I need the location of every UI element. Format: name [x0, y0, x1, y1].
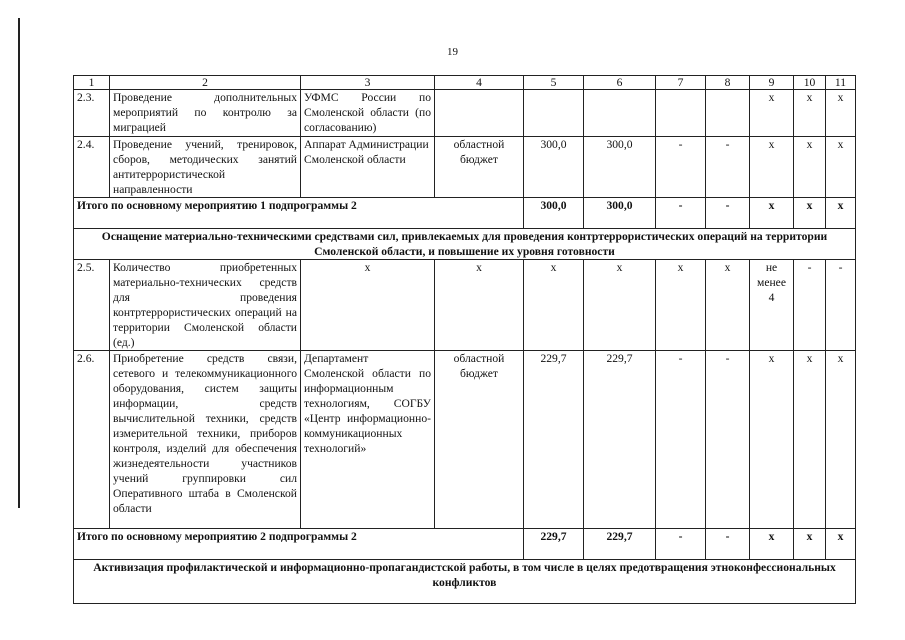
- header-cell: 1: [74, 76, 110, 90]
- measure-name: Проведение учений, тренировок, сборов, методических занятий антитеррористической направленности: [110, 137, 301, 198]
- section-heading-row: [74, 560, 856, 604]
- total-row: [74, 198, 856, 229]
- cell-col11: x: [826, 137, 856, 198]
- funding-source: областной бюджет: [435, 351, 524, 529]
- total-col6: 300,0: [584, 198, 656, 229]
- cell-col5: x: [524, 260, 584, 351]
- cell-col6: x: [584, 260, 656, 351]
- row-number: 2.3.: [74, 90, 110, 137]
- section-heading: Оснащение материально-техническими средствами сил, привлекаемых для проведения контртеррористических операций на территории Смоленской области, и повышение их уровня готовности: [74, 229, 856, 260]
- total-col7: -: [656, 529, 706, 560]
- cell-col6: [584, 90, 656, 137]
- total-col9: x: [750, 529, 794, 560]
- total-col10: x: [794, 198, 826, 229]
- total-col8: -: [706, 529, 750, 560]
- executor: УФМС России по Смоленской области (по согласованию): [301, 90, 435, 137]
- cell-col11: -: [826, 260, 856, 351]
- header-cell: 5: [524, 76, 584, 90]
- total-col9: x: [750, 198, 794, 229]
- left-margin-rule: [18, 18, 20, 508]
- measure-name: Приобретение средств связи, сетевого и телекоммуникационного оборудования, систем защиты информации, средств вычислительной техники, средств измерительной техники, приборов контроля, изделий для обеспечения жизнедеятельности участников учений группировки сил Оперативного штаба в Смоленской области: [110, 351, 301, 529]
- table-header-row: [74, 76, 856, 90]
- executor: Аппарат Администрации Смоленской области: [301, 137, 435, 198]
- total-col11: x: [826, 198, 856, 229]
- cell-col8: -: [706, 137, 750, 198]
- total-col5: 229,7: [524, 529, 584, 560]
- cell-col9: x: [750, 351, 794, 529]
- cell-col7: -: [656, 351, 706, 529]
- cell-col10: -: [794, 260, 826, 351]
- total-row: [74, 529, 856, 560]
- cell-col7: x: [656, 260, 706, 351]
- table-row: [74, 351, 856, 529]
- cell-col8: x: [706, 260, 750, 351]
- table-row: [74, 260, 856, 351]
- cell-col8: [706, 90, 750, 137]
- cell-col9: x: [750, 90, 794, 137]
- header-cell: 6: [584, 76, 656, 90]
- cell-col11: x: [826, 351, 856, 529]
- funding-source: [435, 90, 524, 137]
- executor: x: [301, 260, 435, 351]
- header-cell: 8: [706, 76, 750, 90]
- total-label: Итого по основному мероприятию 2 подпрограммы 2: [74, 529, 524, 560]
- cell-col8: -: [706, 351, 750, 529]
- program-table-container: [73, 75, 855, 604]
- total-col6: 229,7: [584, 529, 656, 560]
- total-col7: -: [656, 198, 706, 229]
- row-number: 2.4.: [74, 137, 110, 198]
- table-row: [74, 90, 856, 137]
- cell-col10: x: [794, 137, 826, 198]
- cell-col6: 300,0: [584, 137, 656, 198]
- cell-col9: не менее 4: [750, 260, 794, 351]
- total-col5: 300,0: [524, 198, 584, 229]
- cell-col10: x: [794, 90, 826, 137]
- cell-col7: -: [656, 137, 706, 198]
- cell-col7: [656, 90, 706, 137]
- funding-source: областной бюджет: [435, 137, 524, 198]
- program-table: [73, 75, 856, 604]
- funding-source: x: [435, 260, 524, 351]
- cell-col11: x: [826, 90, 856, 137]
- header-cell: 10: [794, 76, 826, 90]
- cell-col9: x: [750, 137, 794, 198]
- header-cell: 11: [826, 76, 856, 90]
- section-heading: Активизация профилактической и информационно-пропагандистской работы, в том числе в целях предотвращения этноконфессиональных конфликтов: [74, 560, 856, 604]
- header-cell: 4: [435, 76, 524, 90]
- total-col8: -: [706, 198, 750, 229]
- section-heading-row: [74, 229, 856, 260]
- row-number: 2.5.: [74, 260, 110, 351]
- cell-col5: 229,7: [524, 351, 584, 529]
- cell-col6: 229,7: [584, 351, 656, 529]
- cell-col10: x: [794, 351, 826, 529]
- header-cell: 2: [110, 76, 301, 90]
- executor: Департамент Смоленской области по информационным технологиям, СОГБУ «Центр информационно-коммуникационных технологий»: [301, 351, 435, 529]
- measure-name: Количество приобретенных материально-технических средств для проведения контртеррористических операций на территории Смоленской области (ед.): [110, 260, 301, 351]
- cell-col5: 300,0: [524, 137, 584, 198]
- header-cell: 7: [656, 76, 706, 90]
- total-col11: x: [826, 529, 856, 560]
- total-col10: x: [794, 529, 826, 560]
- cell-col5: [524, 90, 584, 137]
- table-row: [74, 137, 856, 198]
- measure-name: Проведение дополнительных мероприятий по контролю за миграцией: [110, 90, 301, 137]
- header-cell: 9: [750, 76, 794, 90]
- total-label: Итого по основному мероприятию 1 подпрограммы 2: [74, 198, 524, 229]
- row-number: 2.6.: [74, 351, 110, 529]
- page-number: 19: [447, 46, 458, 58]
- header-cell: 3: [301, 76, 435, 90]
